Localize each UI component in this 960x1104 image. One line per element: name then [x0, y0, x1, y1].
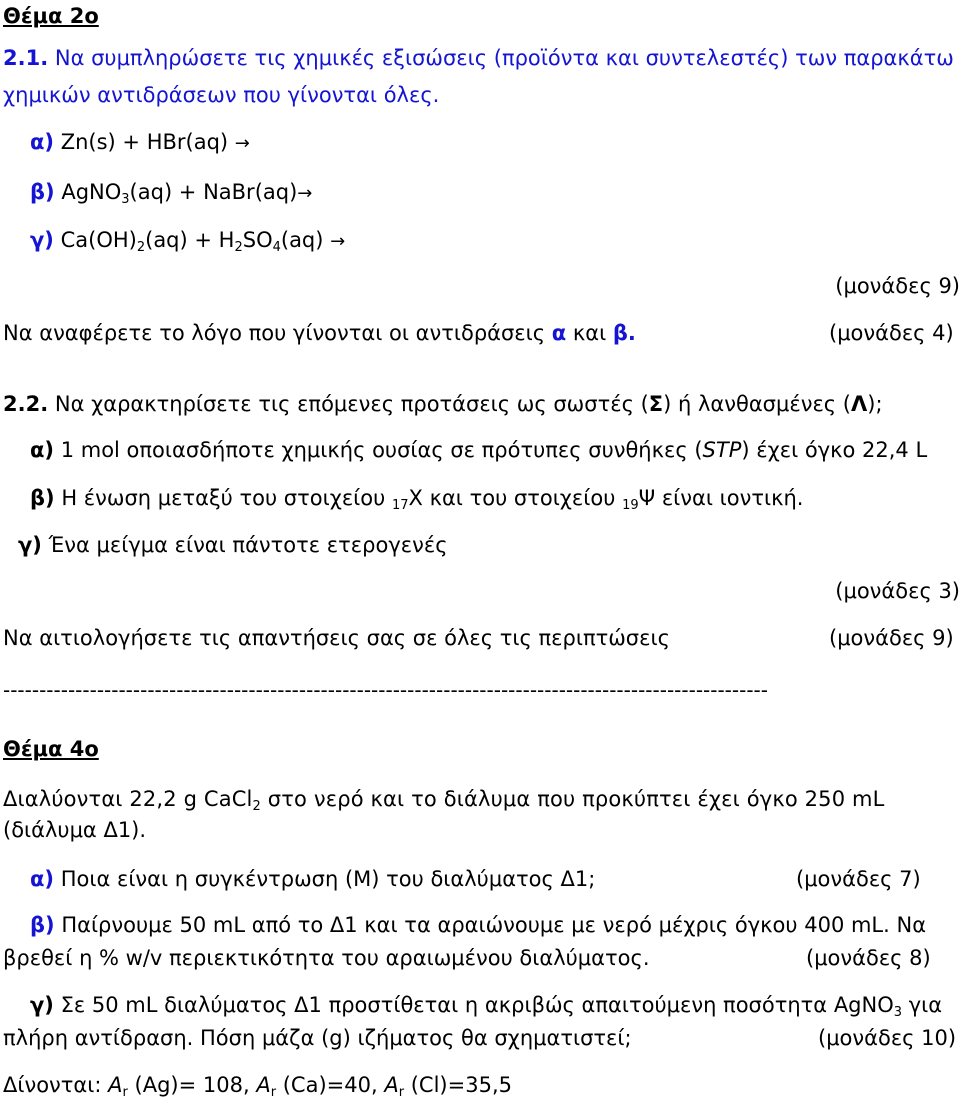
theme4-intro-sub: 2 [252, 799, 261, 814]
reaction-b-post: (aq) + NaBr(aq) [129, 180, 298, 204]
reaction-a-equation: Zn(s) + HBr(aq) [60, 130, 229, 154]
theme4-c-label: γ) [30, 993, 54, 1017]
reaction-b-label: β) [30, 180, 55, 204]
q22-b-y: Ψ είναι ιοντική. [638, 486, 804, 510]
theme4-a [30, 869, 595, 890]
theme4-c-line1 [30, 993, 943, 1020]
theme4-intro-post: στο νερό και το διάλυμα που προκύπτει έχει όγκο 250 mL [260, 787, 885, 811]
q22-b-label: β) [30, 486, 55, 510]
q21-text1: Να συμπληρώσετε τις χημικές εξισώσεις (προϊόντα και συντελεστές) των παρακάτω [54, 46, 954, 70]
q22-b [30, 486, 804, 513]
reaction-c-s2: 2 [234, 240, 243, 255]
theme2-title: Θέμα 2ο [3, 4, 99, 28]
ar-sub: r [398, 1085, 405, 1100]
q22-a-text-post: ) έχει όγκο 22,4 L [741, 438, 928, 462]
ar-symbol: A [108, 1073, 123, 1097]
given-cl: (Cl)=35,5 [404, 1073, 512, 1097]
reaction-a-label: α) [30, 130, 55, 154]
q22-b-pre: Η ένωση μεταξύ του στοιχείου [54, 486, 392, 510]
given-ca: (Ca)=40, [276, 1073, 385, 1097]
theme4-intro-line2: (διάλυμα Δ1). [3, 818, 147, 842]
theme4-c-text1-pre: Σε 50 mL διαλύματος Δ1 προστίθεται η ακριβώς απαιτούμενη ποσότητα AgNO [53, 993, 894, 1017]
theme4-c-sub: 3 [893, 1005, 903, 1020]
q22-b-z1: 17 [391, 498, 409, 513]
theme4-c-points: (μονάδες 10) [818, 1026, 957, 1050]
theme4-a-text: Ποια είναι η συγκέντρωση (M) του διαλύματος Δ1; [54, 867, 596, 891]
theme4-intro-pre: Διαλύονται 22,2 g CaCl [3, 787, 253, 811]
divider: ---------------------------------------------------------------------------------------------------------- [3, 680, 768, 700]
theme4-b-points: (μονάδες 8) [806, 946, 931, 970]
q22-b-z2: 19 [622, 498, 639, 513]
reaction-c-label: γ) [30, 228, 54, 252]
q22-text-post: ); [867, 392, 883, 416]
q22-number: 2.2. [3, 392, 49, 416]
q22-line1 [3, 394, 883, 415]
reaction-b-sub: 3 [121, 192, 130, 207]
q22-points1: (μονάδες 3) [835, 579, 960, 603]
theme4-a-points: (μονάδες 7) [796, 867, 921, 891]
given-label: Δίνονται: [3, 1073, 109, 1097]
q22-points2: (μονάδες 9) [829, 626, 954, 650]
theme4-title: Θέμα 4ο [3, 737, 99, 761]
ar-symbol: A [384, 1073, 399, 1097]
theme4-b-text1: Παίρνουμε 50 mL από το Δ1 και τα αραιώνουμε με νερό μέχρις όγκου 400 mL. Να [54, 913, 927, 937]
theme4-b-label: β) [30, 913, 55, 937]
q21-reason [3, 323, 636, 344]
q22-b-x: Χ και του στοιχείου [408, 486, 623, 510]
q21-line2: χημικών αντιδράσεων που γίνονται όλες. [3, 83, 440, 107]
reaction-c-p4: (aq) [280, 228, 324, 252]
theme4-a-label: α) [30, 867, 55, 891]
theme4-intro-line1 [3, 787, 885, 814]
arrow-icon: → [297, 183, 313, 204]
theme4-c-line2: πλήρη αντίδραση. Πόση μάζα (g) ιζήματος θα σχηματιστεί; [3, 1026, 632, 1050]
q21-reason-b: β. [612, 321, 636, 345]
reaction-c-p2: (aq) + H [145, 228, 235, 252]
q21-reason-a: α [551, 321, 567, 345]
q22-justify: Να αιτιολογήσετε τις απαντήσεις σας σε όλες τις περιπτώσεις [3, 626, 670, 650]
q21-reason-mid: και [566, 321, 613, 345]
reaction-c [30, 228, 346, 255]
reaction-c-s1: 2 [136, 240, 146, 255]
q22-a-text-pre: 1 mol οποιασδήποτε χημικής ουσίας σε πρότυπες συνθήκες ( [54, 438, 703, 462]
q22-c [18, 535, 448, 556]
q22-a [30, 440, 927, 461]
reaction-c-s3: 4 [272, 240, 281, 255]
q22-a-label: α) [30, 438, 55, 462]
theme4-given [3, 1073, 512, 1100]
q22-sigma: Σ [648, 392, 664, 416]
q22-c-text: Ένα μείγμα είναι πάντοτε ετερογενές [41, 533, 448, 557]
reaction-a [30, 132, 250, 153]
q21-points2: (μονάδες 4) [829, 321, 954, 345]
reaction-c-p3: SO [242, 228, 273, 252]
arrow-icon: → [330, 231, 346, 252]
ar-sub: r [270, 1085, 277, 1100]
q21-number: 2.1. [3, 46, 49, 70]
q21-reason-pre: Να αναφέρετε το λόγο που γίνονται οι αντιδράσεις [3, 321, 552, 345]
theme4-b-line1 [30, 915, 926, 936]
given-ag: (Ag)= 108, [127, 1073, 257, 1097]
reaction-b-pre: AgNO [61, 180, 122, 204]
q22-text-mid: ) ή λανθασμένες ( [663, 392, 851, 416]
theme4-c-text1-post: για [902, 993, 943, 1017]
q22-lambda: Λ [850, 392, 868, 416]
reaction-c-p1: Ca(OH) [60, 228, 137, 252]
theme4-b-line2: βρεθεί η % w/v περιεκτικότητα του αραιωμένου διαλύματος. [3, 946, 650, 970]
arrow-icon: → [234, 133, 250, 154]
q22-a-stp: STP [702, 438, 742, 462]
q21-line1 [3, 48, 954, 69]
ar-sub: r [122, 1085, 128, 1100]
q21-points1: (μονάδες 9) [835, 274, 960, 298]
q22-c-label: γ) [18, 533, 42, 557]
ar-symbol: A [256, 1073, 271, 1097]
reaction-b [30, 180, 313, 207]
q22-text-pre: Να χαρακτηρίσετε τις επόμενες προτάσεις ως σωστές ( [48, 392, 649, 416]
